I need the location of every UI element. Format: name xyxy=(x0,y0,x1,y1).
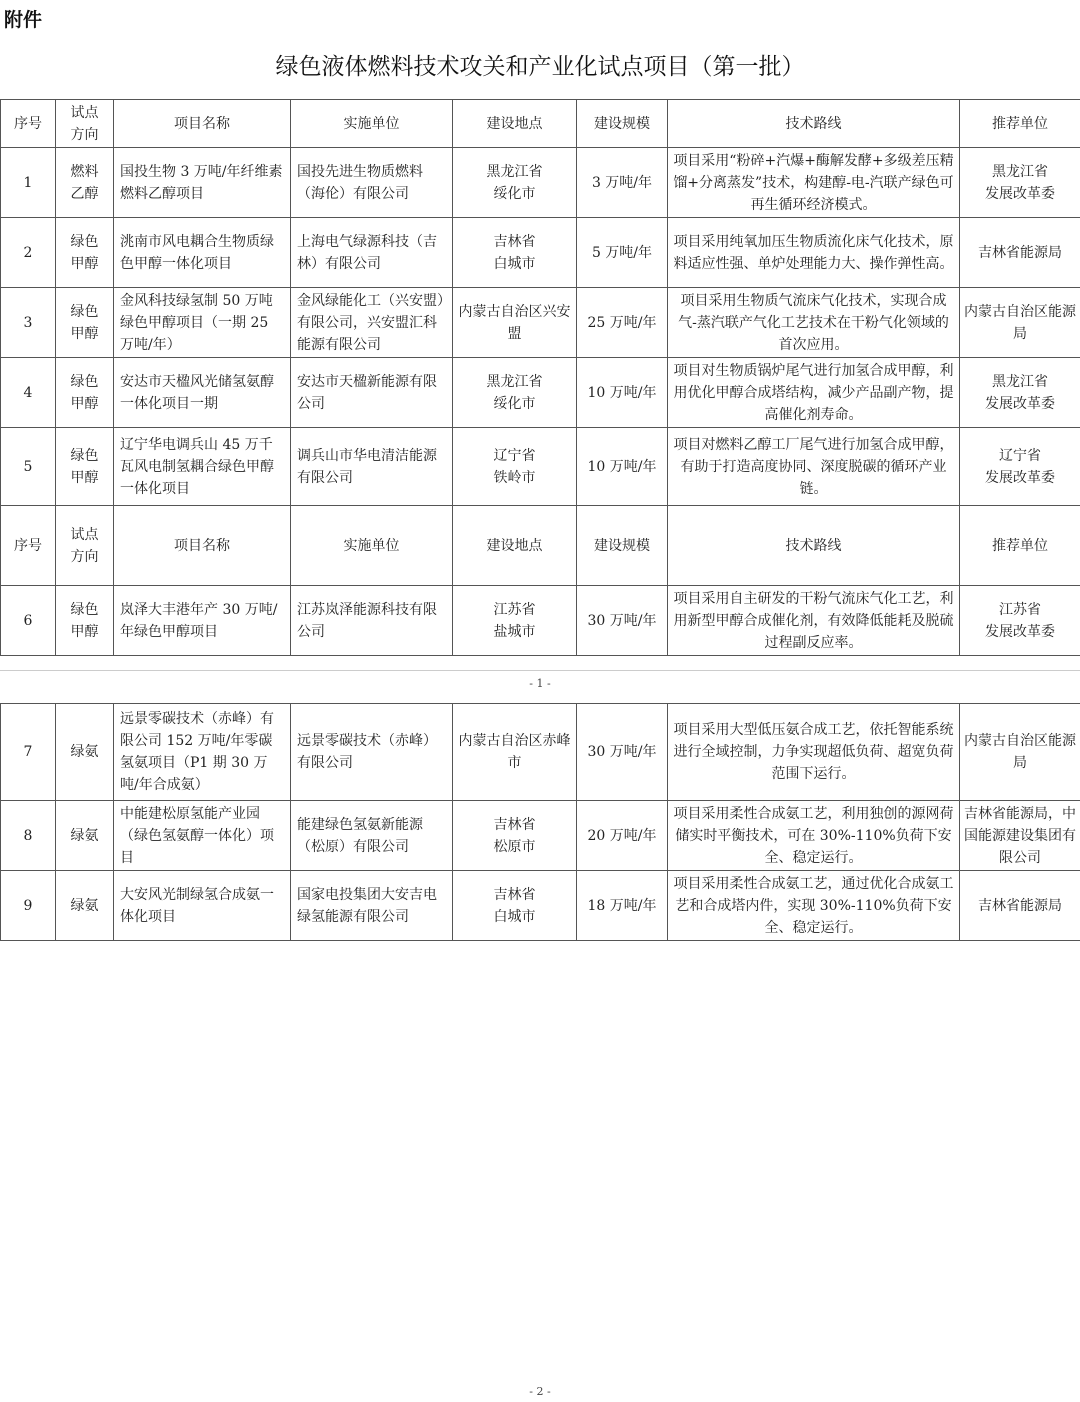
recommending-unit-cell: 吉林省能源局，中国能源建设集团有限公司 xyxy=(960,801,1080,871)
technical-route-cell: 项目对生物质锅炉尾气进行加氢合成甲醇，利用优化甲醇合成塔结构，减少产品副产物，提高催化剂寿命。 xyxy=(668,358,960,428)
row-number-cell: 4 xyxy=(1,358,56,428)
column-header-project-name: 项目名称 xyxy=(114,506,291,586)
recommending-unit-cell: 内蒙古自治区能源局 xyxy=(960,288,1080,358)
pilot-direction-cell: 绿色 甲醇 xyxy=(56,358,114,428)
implementing-unit-cell: 国家电投集团大安吉电绿氢能源有限公司 xyxy=(291,871,453,941)
technical-route-cell: 项目采用柔性合成氨工艺，通过优化合成氨工艺和合成塔内件，实现 30%-110%负荷下安全、稳定运行。 xyxy=(668,871,960,941)
recommending-unit-cell: 黑龙江省 发展改革委 xyxy=(960,148,1080,218)
technical-route-cell: 项目采用大型低压氨合成工艺，依托智能系统进行全域控制，力争实现超低负荷、超宽负荷范围下运行。 xyxy=(668,704,960,801)
pilot-direction-cell: 绿氨 xyxy=(56,871,114,941)
construction-location-cell: 吉林省 白城市 xyxy=(453,218,577,288)
row-number-cell: 2 xyxy=(1,218,56,288)
row-number-cell: 9 xyxy=(1,871,56,941)
recommending-unit-cell: 辽宁省 发展改革委 xyxy=(960,428,1080,506)
project-name-cell: 国投生物 3 万吨/年纤维素燃料乙醇项目 xyxy=(114,148,291,218)
column-header-technical-route: 技术路线 xyxy=(668,100,960,148)
recommending-unit-cell: 江苏省 发展改革委 xyxy=(960,586,1080,656)
recommending-unit-cell: 黑龙江省 发展改革委 xyxy=(960,358,1080,428)
implementing-unit-cell: 能建绿色氢氨新能源（松原）有限公司 xyxy=(291,801,453,871)
implementing-unit-cell: 国投先进生物质燃料（海伦）有限公司 xyxy=(291,148,453,218)
column-header-construction-scale: 建设规模 xyxy=(577,100,668,148)
implementing-unit-cell: 安达市天楹新能源有限公司 xyxy=(291,358,453,428)
construction-location-cell: 内蒙古自治区兴安盟 xyxy=(453,288,577,358)
column-header-pilot-direction: 试点 方向 xyxy=(56,100,114,148)
project-name-cell: 安达市天楹风光储氢氨醇一体化项目一期 xyxy=(114,358,291,428)
table-row xyxy=(1,148,1080,218)
table-row xyxy=(1,704,1080,801)
column-header-recommending-unit: 推荐单位 xyxy=(960,100,1080,148)
recommending-unit-cell: 吉林省能源局 xyxy=(960,871,1080,941)
construction-scale-cell: 30 万吨/年 xyxy=(577,586,668,656)
projects-table-page-1 xyxy=(0,99,1080,656)
construction-location-cell: 黑龙江省 绥化市 xyxy=(453,148,577,218)
construction-scale-cell: 25 万吨/年 xyxy=(577,288,668,358)
technical-route-cell: 项目采用柔性合成氨工艺，利用独创的源网荷储实时平衡技术，可在 30%-110%负荷下安全、稳定运行。 xyxy=(668,801,960,871)
implementing-unit-cell: 江苏岚泽能源科技有限公司 xyxy=(291,586,453,656)
column-header-pilot-direction: 试点 方向 xyxy=(56,506,114,586)
project-name-cell: 金风科技绿氢制 50 万吨绿色甲醇项目（一期 25 万吨/年） xyxy=(114,288,291,358)
column-header-recommending-unit: 推荐单位 xyxy=(960,506,1080,586)
implementing-unit-cell: 上海电气绿源科技（吉林）有限公司 xyxy=(291,218,453,288)
table-row xyxy=(1,358,1080,428)
construction-location-cell: 黑龙江省 绥化市 xyxy=(453,358,577,428)
table-header-row xyxy=(1,100,1080,148)
column-header-construction-scale: 建设规模 xyxy=(577,506,668,586)
column-header-project-name: 项目名称 xyxy=(114,100,291,148)
project-name-cell: 远景零碳技术（赤峰）有限公司 152 万吨/年零碳氢氨项目（P1 期 30 万吨/年合成氨） xyxy=(114,704,291,801)
column-header-row-number: 序号 xyxy=(1,506,56,586)
column-header-implementing-unit: 实施单位 xyxy=(291,506,453,586)
pilot-direction-cell: 绿氨 xyxy=(56,801,114,871)
implementing-unit-cell: 调兵山市华电清洁能源有限公司 xyxy=(291,428,453,506)
table-row xyxy=(1,288,1080,358)
column-header-row-number: 序号 xyxy=(1,100,56,148)
implementing-unit-cell: 金风绿能化工（兴安盟）有限公司，兴安盟汇科能源有限公司 xyxy=(291,288,453,358)
page-number-2: - 2 - xyxy=(529,1385,551,1398)
row-number-cell: 5 xyxy=(1,428,56,506)
column-header-technical-route: 技术路线 xyxy=(668,506,960,586)
table-row xyxy=(1,218,1080,288)
project-name-cell: 岚泽大丰港年产 30 万吨/年绿色甲醇项目 xyxy=(114,586,291,656)
table-row xyxy=(1,586,1080,656)
projects-table-page-2 xyxy=(0,703,1080,941)
pilot-direction-cell: 燃料 乙醇 xyxy=(56,148,114,218)
row-number-cell: 6 xyxy=(1,586,56,656)
pilot-direction-cell: 绿色 甲醇 xyxy=(56,288,114,358)
implementing-unit-cell: 远景零碳技术（赤峰）有限公司 xyxy=(291,704,453,801)
construction-scale-cell: 30 万吨/年 xyxy=(577,704,668,801)
construction-scale-cell: 3 万吨/年 xyxy=(577,148,668,218)
table-row xyxy=(1,871,1080,941)
table-header-row xyxy=(1,506,1080,586)
technical-route-cell: 项目对燃料乙醇工厂尾气进行加氢合成甲醇，有助于打造高度协同、深度脱碳的循环产业链。 xyxy=(668,428,960,506)
column-header-construction-location: 建设地点 xyxy=(453,506,577,586)
project-name-cell: 辽宁华电调兵山 45 万千瓦风电制氢耦合绿色甲醇一体化项目 xyxy=(114,428,291,506)
construction-scale-cell: 20 万吨/年 xyxy=(577,801,668,871)
row-number-cell: 3 xyxy=(1,288,56,358)
construction-location-cell: 吉林省 松原市 xyxy=(453,801,577,871)
row-number-cell: 8 xyxy=(1,801,56,871)
construction-scale-cell: 5 万吨/年 xyxy=(577,218,668,288)
row-number-cell: 7 xyxy=(1,704,56,801)
construction-scale-cell: 10 万吨/年 xyxy=(577,358,668,428)
row-number-cell: 1 xyxy=(1,148,56,218)
pilot-direction-cell: 绿氨 xyxy=(56,704,114,801)
project-name-cell: 洮南市风电耦合生物质绿色甲醇一体化项目 xyxy=(114,218,291,288)
project-name-cell: 大安风光制绿氢合成氨一体化项目 xyxy=(114,871,291,941)
construction-location-cell: 辽宁省 铁岭市 xyxy=(453,428,577,506)
technical-route-cell: 项目采用自主研发的干粉气流床气化工艺，利用新型甲醇合成催化剂，有效降低能耗及脱硫过程副反应率。 xyxy=(668,586,960,656)
pilot-direction-cell: 绿色 甲醇 xyxy=(56,218,114,288)
technical-route-cell: 项目采用“粉碎+汽爆+酶解发酵+多级差压精馏+分离蒸发”技术，构建醇-电-汽联产绿色可再生循环经济模式。 xyxy=(668,148,960,218)
technical-route-cell: 项目采用纯氧加压生物质流化床气化技术，原料适应性强、单炉处理能力大、操作弹性高。 xyxy=(668,218,960,288)
pilot-direction-cell: 绿色 甲醇 xyxy=(56,586,114,656)
construction-location-cell: 江苏省 盐城市 xyxy=(453,586,577,656)
page-separator xyxy=(0,670,1080,671)
construction-location-cell: 内蒙古自治区赤峰市 xyxy=(453,704,577,801)
pilot-direction-cell: 绿色 甲醇 xyxy=(56,428,114,506)
recommending-unit-cell: 吉林省能源局 xyxy=(960,218,1080,288)
column-header-construction-location: 建设地点 xyxy=(453,100,577,148)
table-row xyxy=(1,801,1080,871)
document-title: 绿色液体燃料技术攻关和产业化试点项目（第一批） xyxy=(275,54,805,80)
project-name-cell: 中能建松原氢能产业园（绿色氢氨醇一体化）项目 xyxy=(114,801,291,871)
attachment-label: 附件 xyxy=(4,9,43,31)
page-number-1: - 1 - xyxy=(529,677,551,690)
construction-location-cell: 吉林省 白城市 xyxy=(453,871,577,941)
recommending-unit-cell: 内蒙古自治区能源局 xyxy=(960,704,1080,801)
table-row xyxy=(1,428,1080,506)
construction-scale-cell: 10 万吨/年 xyxy=(577,428,668,506)
construction-scale-cell: 18 万吨/年 xyxy=(577,871,668,941)
technical-route-cell: 项目采用生物质气流床气化技术，实现合成气-蒸汽联产气化工艺技术在干粉气化领域的首次应用。 xyxy=(668,288,960,358)
column-header-implementing-unit: 实施单位 xyxy=(291,100,453,148)
